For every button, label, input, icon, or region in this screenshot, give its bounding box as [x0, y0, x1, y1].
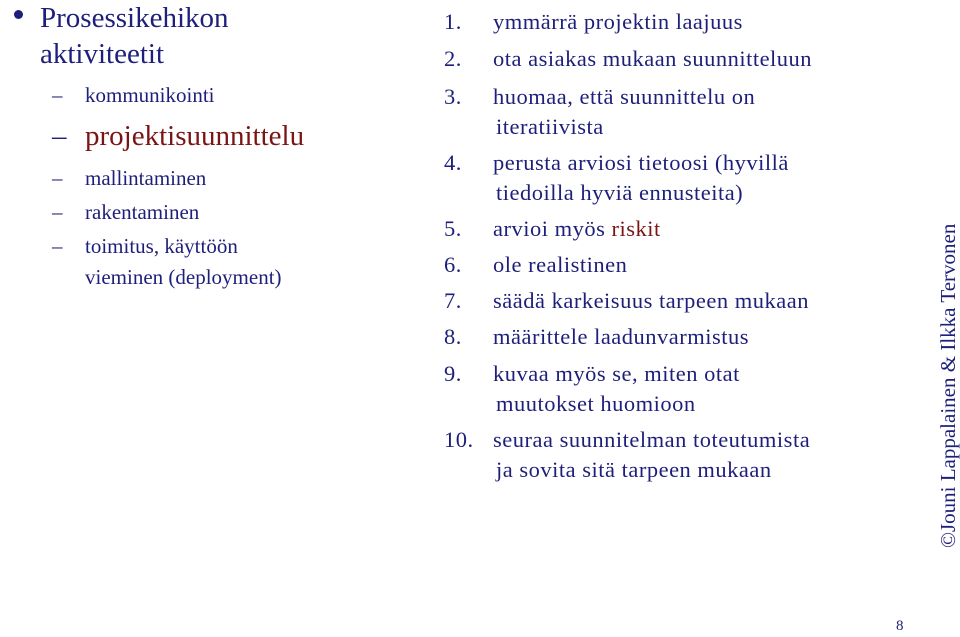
title-line-2: aktiviteetit — [40, 38, 165, 70]
step-text-continuation: muutokset huomioon — [496, 391, 696, 416]
step-text: määrittele laadunvarmistus — [493, 324, 750, 349]
activity-label: rakentaminen — [85, 200, 200, 224]
step-number: 7. — [444, 288, 462, 313]
step-number: 3. — [444, 84, 462, 109]
step-text: ole realistinen — [493, 252, 628, 277]
step-text: ota asiakas mukaan suunnitteluun — [493, 46, 813, 71]
activity-label: mallintaminen — [85, 166, 207, 190]
step-text: säädä karkeisuus tarpeen mukaan — [493, 288, 809, 313]
step-text: kuvaa myös se, miten otat — [493, 361, 740, 386]
bullet-icon — [14, 10, 23, 19]
dash-icon: – — [52, 234, 63, 258]
step-number: 2. — [444, 46, 462, 71]
dash-icon: – — [52, 83, 63, 107]
risk-highlight: riskit — [611, 216, 661, 241]
step-text-continuation: iteratiivista — [496, 114, 604, 139]
activity-label: projektisuunnittelu — [85, 120, 305, 152]
step-text: seuraa suunnitelman toteutumista — [493, 427, 811, 452]
step-text-continuation: ja sovita sitä tarpeen mukaan — [496, 457, 772, 482]
step-text: ymmärrä projektin laajuus — [493, 9, 743, 34]
step-number: 4. — [444, 150, 462, 175]
copyright-notice: ©Jouni Lappalainen & Ilkka Tervonen — [936, 223, 960, 548]
step-number: 9. — [444, 361, 462, 386]
step-text: huomaa, että suunnittelu on — [493, 84, 756, 109]
dash-icon: – — [52, 120, 67, 152]
title-line-1: Prosessikehikon — [40, 2, 229, 34]
page-title — [40, 0, 229, 72]
step-text: perusta arviosi tietoosi (hyvillä — [493, 150, 789, 175]
step-number: 1. — [444, 9, 462, 34]
activity-label: toimitus, käyttöön — [85, 234, 238, 258]
dash-icon: – — [52, 166, 63, 190]
activity-label: kommunikointi — [85, 83, 215, 107]
step-text-continuation: tiedoilla hyviä ennusteita) — [496, 180, 744, 205]
page-number: 8 — [896, 618, 904, 634]
step-number: 6. — [444, 252, 462, 277]
step-text-main: arvioi myös — [493, 216, 612, 241]
step-number: 10. — [444, 427, 474, 452]
step-number: 8. — [444, 324, 462, 349]
step-number: 5. — [444, 216, 462, 241]
activity-label-continuation: vieminen (deployment) — [85, 265, 282, 289]
step-text — [493, 214, 661, 244]
dash-icon: – — [52, 200, 63, 224]
